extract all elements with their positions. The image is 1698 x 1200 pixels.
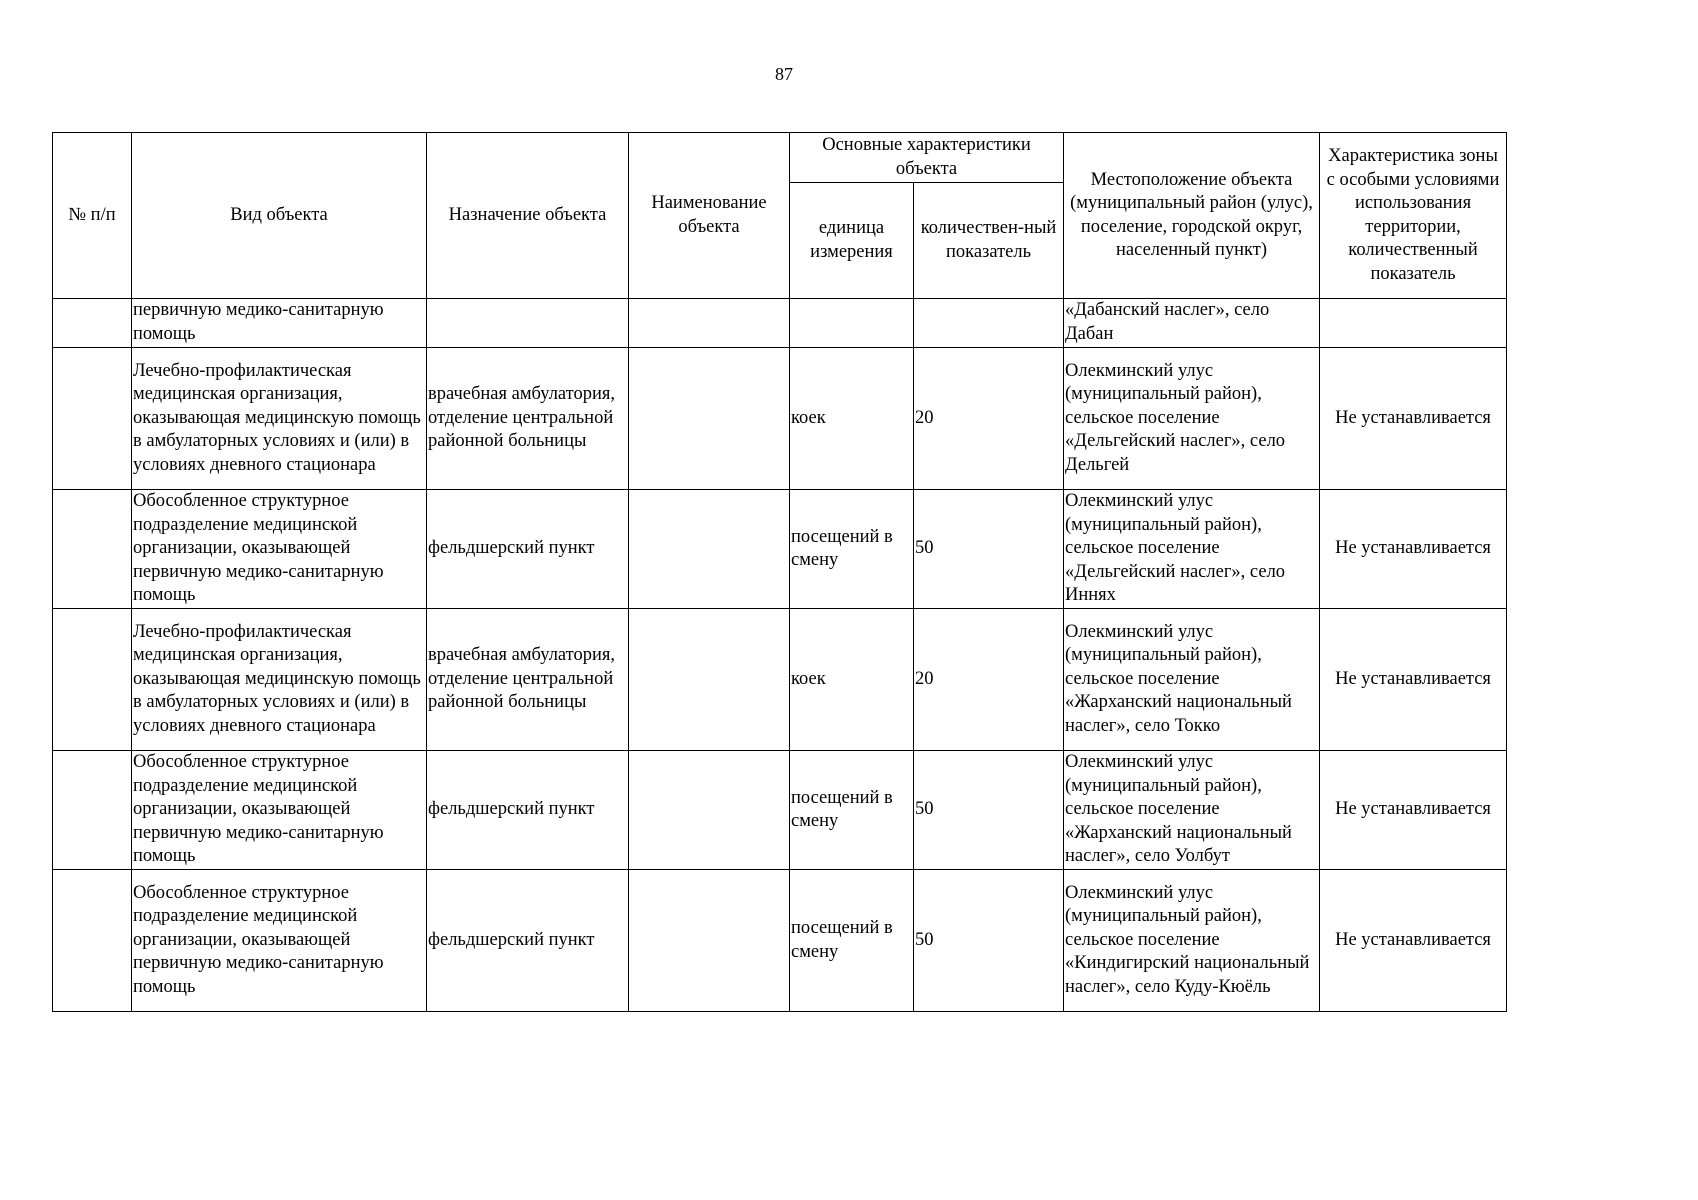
cell-quantity: 20	[914, 348, 1064, 490]
cell-purpose: врачебная амбулатория, отделение центральной районной больницы	[427, 348, 629, 490]
cell-name	[629, 870, 790, 1012]
cell-zone: Не устанавливается	[1320, 490, 1507, 609]
cell-num	[53, 751, 132, 870]
cell-type: Лечебно-профилактическая медицинская организация, оказывающая медицинскую помощь в амбулаторных условиях и (или) в условиях дневного стационара	[132, 348, 427, 490]
header-purpose: Назначение объекта	[427, 133, 629, 299]
table-row	[53, 609, 1507, 751]
cell-type: Обособленное структурное подразделение медицинской организации, оказывающей первичную медико-санитарную помощь	[132, 490, 427, 609]
table-row	[53, 751, 1507, 870]
cell-unit	[790, 299, 914, 348]
cell-unit: посещений в смену	[790, 870, 914, 1012]
cell-name	[629, 609, 790, 751]
cell-unit: коек	[790, 609, 914, 751]
cell-name	[629, 299, 790, 348]
cell-location: Олекминский улус (муниципальный район), сельское поселение «Дельгейский наслег», село Иннях	[1064, 490, 1320, 609]
cell-num	[53, 299, 132, 348]
header-type: Вид объекта	[132, 133, 427, 299]
header-num: № п/п	[53, 133, 132, 299]
cell-purpose: врачебная амбулатория, отделение центральной районной больницы	[427, 609, 629, 751]
cell-purpose: фельдшерский пункт	[427, 870, 629, 1012]
table-row	[53, 870, 1507, 1012]
page-number: 87	[775, 64, 793, 84]
cell-location: Олекминский улус (муниципальный район), сельское поселение «Жарханский национальный наслег», село Уолбут	[1064, 751, 1320, 870]
cell-zone: Не устанавливается	[1320, 870, 1507, 1012]
cell-num	[53, 348, 132, 490]
cell-location: Олекминский улус (муниципальный район), сельское поселение «Дельгейский наслег», село Дельгей	[1064, 348, 1320, 490]
cell-name	[629, 490, 790, 609]
cell-num	[53, 490, 132, 609]
header-quantity: количествен-ный показатель	[914, 183, 1064, 299]
header-name: Наименование объекта	[629, 133, 790, 299]
cell-purpose: фельдшерский пункт	[427, 751, 629, 870]
cell-name	[629, 751, 790, 870]
cell-location: Олекминский улус (муниципальный район), сельское поселение «Киндигирский национальный наслег», село Куду-Кюёль	[1064, 870, 1320, 1012]
cell-unit: посещений в смену	[790, 490, 914, 609]
header-unit: единица измерения	[790, 183, 914, 299]
cell-type: первичную медико-санитарную помощь	[132, 299, 427, 348]
cell-unit: коек	[790, 348, 914, 490]
table-row	[53, 348, 1507, 490]
header-main-characteristics: Основные характеристики объекта	[790, 133, 1064, 183]
table-body	[53, 299, 1507, 1012]
cell-num	[53, 609, 132, 751]
cell-zone: Не устанавливается	[1320, 751, 1507, 870]
cell-type: Обособленное структурное подразделение медицинской организации, оказывающей первичную медико-санитарную помощь	[132, 751, 427, 870]
objects-table	[52, 132, 1507, 1012]
cell-location: Олекминский улус (муниципальный район), сельское поселение «Жарханский национальный наслег», село Токко	[1064, 609, 1320, 751]
cell-quantity: 50	[914, 751, 1064, 870]
header-location: Местоположение объекта (муниципальный район (улус), поселение, городской округ, населенный пункт)	[1064, 133, 1320, 299]
cell-purpose: фельдшерский пункт	[427, 490, 629, 609]
cell-zone: Не устанавливается	[1320, 348, 1507, 490]
cell-quantity: 50	[914, 490, 1064, 609]
cell-unit: посещений в смену	[790, 751, 914, 870]
table-row	[53, 490, 1507, 609]
cell-zone	[1320, 299, 1507, 348]
cell-name	[629, 348, 790, 490]
cell-purpose	[427, 299, 629, 348]
cell-location: «Дабанский наслег», село Дабан	[1064, 299, 1320, 348]
header-zone: Характеристика зоны с особыми условиями использования территории, количественный показатель	[1320, 133, 1507, 299]
table-header	[53, 133, 1507, 299]
cell-type: Обособленное структурное подразделение медицинской организации, оказывающей первичную медико-санитарную помощь	[132, 870, 427, 1012]
cell-zone: Не устанавливается	[1320, 609, 1507, 751]
cell-quantity: 50	[914, 870, 1064, 1012]
cell-type: Лечебно-профилактическая медицинская организация, оказывающая медицинскую помощь в амбулаторных условиях и (или) в условиях дневного стационара	[132, 609, 427, 751]
table-row	[53, 299, 1507, 348]
cell-quantity	[914, 299, 1064, 348]
cell-quantity: 20	[914, 609, 1064, 751]
cell-num	[53, 870, 132, 1012]
